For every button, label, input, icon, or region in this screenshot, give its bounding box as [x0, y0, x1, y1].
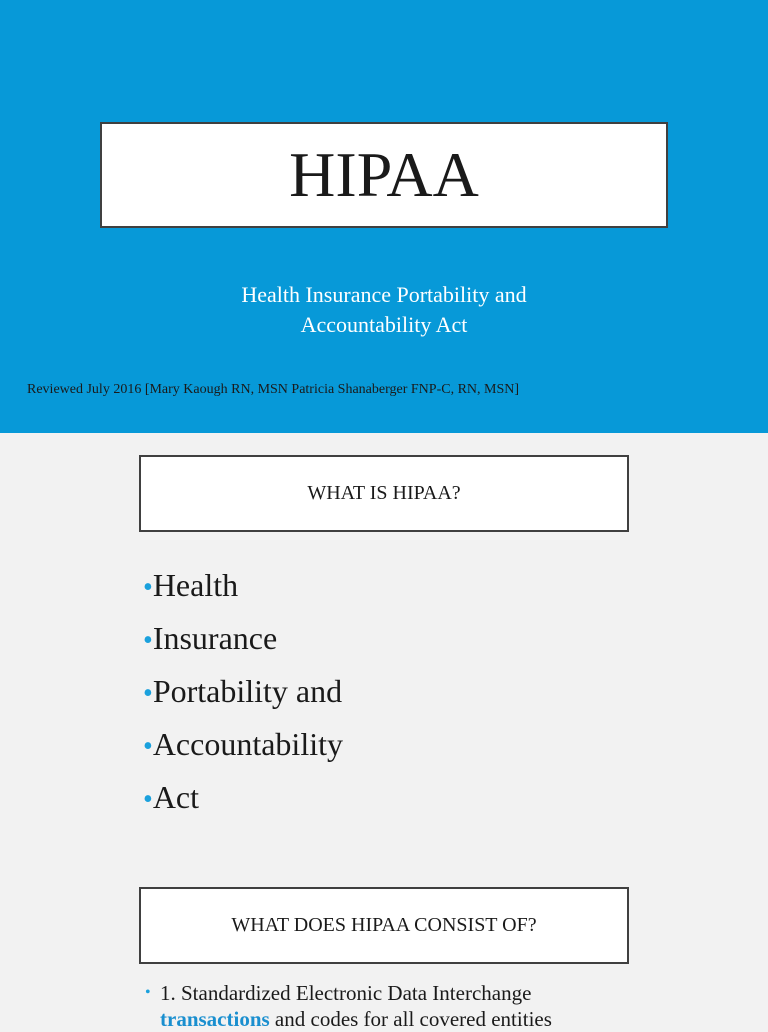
- acronym-list: [143, 560, 343, 825]
- slide-title: HIPAA: [289, 139, 479, 210]
- item-rest: ealth: [175, 567, 239, 603]
- transactions-link[interactable]: transactions: [160, 1007, 270, 1031]
- item-initial: A: [152, 726, 176, 762]
- title-box: [100, 122, 668, 228]
- item-rest: ortability and: [170, 673, 343, 709]
- item-rest: ccountability: [175, 726, 343, 762]
- bullet-icon: •: [143, 572, 153, 603]
- subtitle-line-2: Accountability Act: [300, 312, 468, 337]
- what-is-hipaa-heading: [139, 455, 629, 532]
- list-item: [145, 980, 745, 1032]
- item-text-main: 1. Standardized Electronic Data Interchange: [160, 981, 532, 1005]
- subtitle-line-1: Health Insurance Portability and: [241, 282, 527, 307]
- item-text: [160, 980, 552, 1032]
- item-rest: nsurance: [163, 620, 278, 656]
- slide-subtitle: [0, 280, 768, 340]
- bullet-icon: •: [143, 731, 153, 762]
- reviewed-credit: Reviewed July 2016 [Mary Kaough RN, MSN Patricia Shanaberger FNP-C, RN, MSN]: [27, 382, 520, 397]
- heading-text: WHAT IS HIPAA?: [307, 482, 461, 504]
- list-item: [143, 719, 343, 772]
- item-text-rest: and codes for all covered entities: [274, 1007, 552, 1031]
- list-item: [143, 613, 343, 666]
- list-item: [143, 560, 343, 613]
- hipaa-consist-heading: [139, 887, 629, 964]
- item-initial: A: [152, 779, 176, 815]
- item-initial: I: [152, 620, 164, 656]
- list-item: [143, 666, 343, 719]
- bullet-icon: •: [143, 784, 153, 815]
- bullet-icon: •: [143, 625, 153, 656]
- consist-list: [145, 980, 745, 1032]
- title-slide: [0, 0, 768, 433]
- heading-text: WHAT DOES HIPAA CONSIST OF?: [231, 914, 537, 936]
- bullet-icon: •: [143, 678, 153, 709]
- item-rest: ct: [175, 779, 200, 815]
- item-initial: P: [152, 673, 171, 709]
- item-initial: H: [152, 567, 176, 603]
- bullet-icon: •: [145, 984, 151, 1001]
- list-item: [143, 772, 343, 825]
